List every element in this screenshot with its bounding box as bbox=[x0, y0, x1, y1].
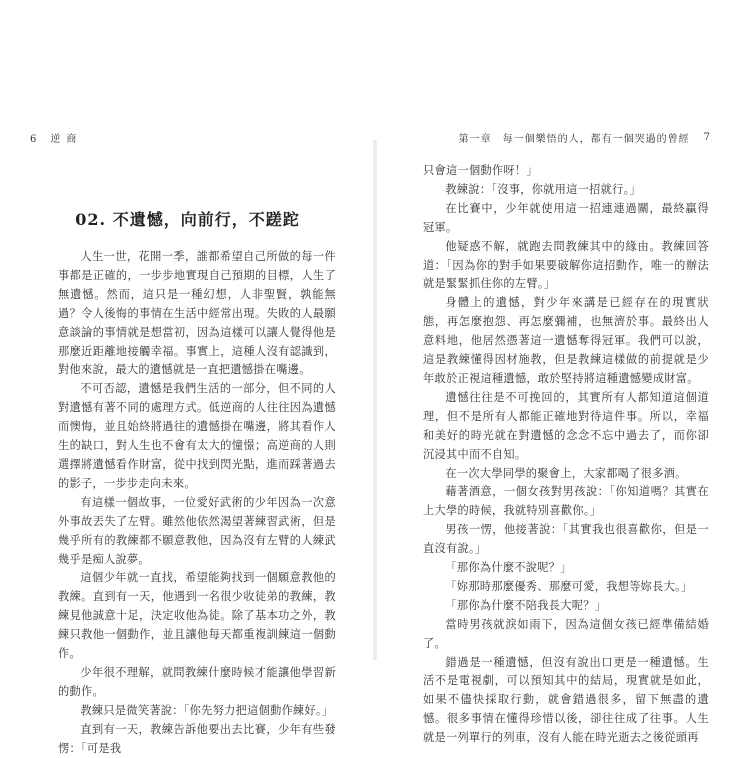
paragraph: 「那你為什麼不陪我長大呢？」 bbox=[445, 598, 607, 612]
left-page bbox=[0, 0, 375, 755]
paragraph: 錯過是一種遺憾，但沒有說出口更是一種遺憾。生活不是電視劇，可以預知其中的結局，現實就是如此，如果不儘快採取行動，就會錯過很多，留下無盡的遺憾。很多事情在懂得珍惜以後，卻往往成了往事。人生就是一列單行的列車，沒有人能在時光逝去之後從頭再 bbox=[423, 655, 709, 745]
paragraph: 有這樣一個故事，一位愛好武術的少年因為一次意外事故丟失了左臂。雖然他依然渴望著練習武術，但是幾乎所有的教練都不願意教他，因為沒有左臂的人練武幾乎是痴人說夢。 bbox=[58, 495, 336, 566]
left-running-header bbox=[30, 130, 82, 145]
paragraph: 他疑惑不解，就跑去問教練其中的緣由。教練回答道：「因為你的對手如果要破解你這招動作，唯一的辦法就是緊緊抓住你的左臂。」 bbox=[423, 239, 709, 291]
left-body-text bbox=[58, 248, 336, 758]
paragraph: 少年很不理解，就問教練什麼時候才能讓他學習新的動作。 bbox=[58, 665, 336, 698]
right-running-header bbox=[459, 130, 710, 145]
left-page-number: 6 bbox=[30, 134, 37, 145]
book-title: 逆商 bbox=[50, 134, 83, 145]
paragraph: 當時男孩就淚如雨下，因為這個女孩已經準備結婚了。 bbox=[423, 617, 709, 650]
paragraph: 這個少年就一直找，希望能夠找到一個願意教他的教練。直到有一天，他遇到一名很少收徒弟的教練，教練見他誠意十足，決定收他為徒。除了基本功之外，教練只教他一個動作，並且讓他每天都重複訓練這一個動作。 bbox=[58, 571, 336, 661]
right-page bbox=[375, 0, 750, 750]
paragraph: 男孩一愣，他接著說：「其實我也很喜歡你，但是一直沒有說。」 bbox=[423, 523, 709, 556]
paragraph: 人生一世，花開一季，誰都希望自己所做的每一件事都是正確的，一步步地實現自己預期的目標，人生了無遺憾。然而，這只是一種幻想，人非聖賢，孰能無過？令人後悔的事情在生活中經常出現。失敗的人最願意談論的事情就是想當初，因為這樣可以讓人覺得他是那麼近距離地接觸幸福。事實上，這種人沒有認識到，對他來說，最大的遺憾就是一直把遺憾掛在嘴邊。 bbox=[58, 250, 336, 377]
paragraph: 遺憾往往是不可挽回的，其實所有人都知道這個道理，但不是所有人都能正確地對待這件事。所以，幸福和美好的時光就在對遺憾的念念不忘中過去了，而你卻沉浸其中而不自知。 bbox=[423, 390, 709, 461]
paragraph: 在比賽中，少年就使用這一招連連過關，最終贏得冠軍。 bbox=[423, 201, 709, 234]
paragraph: 只會這一個動作呀！」 bbox=[423, 164, 538, 177]
paragraph: 「那你為什麼不說呢？」 bbox=[445, 561, 572, 575]
chapter-title: 第一章 每一個樂悟的人，都有一個哭過的曾經 bbox=[458, 134, 690, 145]
paragraph: 「妳那時那麼優秀、那麼可愛，我想等妳長大。」 bbox=[445, 579, 693, 593]
paragraph: 教練說：「沒事，你就用這一招就行。」 bbox=[445, 182, 641, 196]
paragraph: 在一次大學同學的聚會上，大家都喝了很多酒。 bbox=[445, 466, 687, 480]
paragraph: 不可否認，遺憾是我們生活的一部分，但不同的人對遺憾有著不同的處理方式。低逆商的人往往因為遺憾而懊悔，並且始終將過往的遺憾掛在嘴邊，將其看作人生的缺口，對人生也不會有太大的憧憬；高逆商的人則選擇將遺憾看作財富，從中找到閃光點，進而踩著過去的影子，一步步走向未來。 bbox=[58, 382, 336, 490]
paragraph: 身體上的遺憾，對少年來講是已經存在的現實狀態，再怎麼抱怨、再怎麼彌補，也無濟於事。最終出人意料地，他居然憑著這一遺憾奪得冠軍。我們可以說，這是教練懂得因材施教，但是教練這樣做的前提就是少年敢於正視這種遺憾，敢於堅持將這種遺憾變成財富。 bbox=[423, 296, 709, 385]
right-body-text bbox=[423, 162, 709, 748]
section-title: 02. 不遺憾，向前行，不蹉跎 bbox=[75, 210, 300, 229]
paragraph: 直到有一天，教練告訴他要出去比賽，少年有些發愣：「可是我 bbox=[58, 722, 336, 755]
paragraph: 藉著酒意，一個女孩對男孩說：「你知道嗎？其實在上大學的時候，我就特別喜歡你。」 bbox=[423, 485, 709, 518]
right-page-number: 7 bbox=[703, 132, 710, 143]
paragraph: 教練只是微笑著說：「你先努力把這個動作練好。」 bbox=[80, 703, 334, 717]
